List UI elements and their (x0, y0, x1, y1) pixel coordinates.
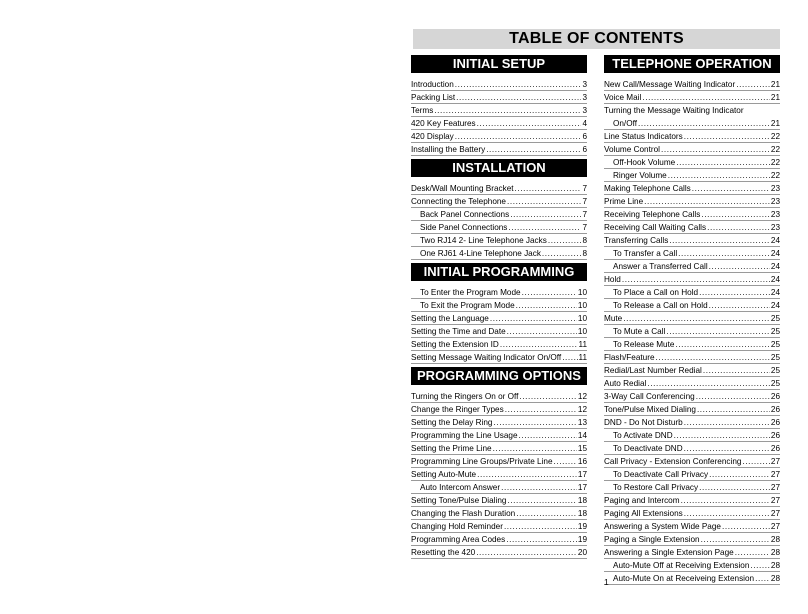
dot-leader (684, 130, 770, 143)
dot-leader (699, 481, 770, 494)
toc-entry-label: Receiving Call Waiting Calls (604, 223, 707, 232)
toc-entry-page: 17 (577, 483, 587, 492)
toc-entry-label: Change the Ringer Types (411, 405, 504, 414)
toc-entry[interactable] (604, 195, 780, 208)
toc-entry-label: Auto Intercom Answer (420, 483, 501, 492)
toc-entry-label: Two RJ14 2- Line Telephone Jacks (420, 236, 547, 245)
toc-entry-label: Programming the Line Usage (411, 431, 518, 440)
dot-leader (542, 247, 582, 260)
toc-entry[interactable] (604, 559, 780, 572)
toc-entry[interactable] (411, 442, 587, 455)
toc-entry[interactable] (411, 468, 587, 481)
toc-entry-label: On/Off (613, 119, 637, 128)
toc-entry[interactable] (411, 143, 587, 156)
toc-entry[interactable] (411, 507, 587, 520)
toc-entry-page: 7 (582, 184, 587, 193)
toc-entry-page: 21 (770, 93, 780, 102)
toc-entry-page: 6 (582, 132, 587, 141)
toc-entry[interactable] (604, 442, 780, 455)
toc-entry-page: 25 (770, 379, 780, 388)
toc-entry[interactable] (411, 546, 587, 559)
dot-leader (697, 403, 770, 416)
toc-entry-label: Setting the Time and Date (411, 327, 506, 336)
toc-entry-page: 22 (770, 158, 780, 167)
toc-entry-page: 16 (577, 457, 587, 466)
toc-entry-page: 22 (770, 171, 780, 180)
toc-entry-label: Resetting the 420 (411, 548, 476, 557)
toc-entry-page: 3 (582, 106, 587, 115)
toc-entry-page: 15 (577, 444, 587, 453)
toc-entry[interactable] (604, 364, 780, 377)
toc-entry-label: Paging a Single Extension (604, 535, 700, 544)
toc-entry-page: 4 (582, 119, 587, 128)
toc-entry-label: Redial/Last Number Redial (604, 366, 702, 375)
dot-leader (504, 520, 577, 533)
dot-leader (656, 351, 770, 364)
toc-entry[interactable] (411, 221, 587, 234)
toc-entry-page: 8 (582, 236, 587, 245)
toc-entry-page: 7 (582, 223, 587, 232)
toc-entry[interactable] (411, 494, 587, 507)
toc-entry[interactable] (604, 494, 780, 507)
toc-entry-label: Side Panel Connections (420, 223, 508, 232)
toc-entry-label: To Place a Call on Hold (613, 288, 699, 297)
toc-entry-label: Auto-Mute Off at Receiving Extension (613, 561, 750, 570)
toc-entry[interactable] (411, 533, 587, 546)
toc-entry[interactable] (604, 91, 780, 104)
toc-entry[interactable] (604, 481, 780, 494)
dot-leader (703, 364, 770, 377)
section-header-installation: INSTALLATION (411, 159, 587, 177)
dot-leader (736, 78, 770, 91)
toc-entry-label: One RJ61 4-Line Telephone Jack (420, 249, 541, 258)
toc-entry[interactable] (604, 130, 780, 143)
toc-entry[interactable] (411, 130, 587, 143)
dot-leader (622, 273, 770, 286)
toc-entry[interactable] (604, 546, 780, 559)
dot-leader (644, 195, 770, 208)
toc-entry-label: Connecting the Telephone (411, 197, 506, 206)
left-column (411, 55, 587, 559)
toc-entry-page: 23 (770, 223, 780, 232)
toc-entry-page: 24 (770, 301, 780, 310)
dot-leader (674, 429, 770, 442)
dot-leader (505, 403, 577, 416)
dot-leader (562, 351, 577, 364)
toc-entry[interactable] (411, 325, 587, 338)
toc-entry-label: Setting the Prime Line (411, 444, 492, 453)
toc-entry-page: 27 (770, 457, 780, 466)
page-title: TABLE OF CONTENTS (413, 29, 780, 49)
dot-leader (508, 221, 581, 234)
dot-leader (493, 416, 576, 429)
toc-entry[interactable] (411, 117, 587, 130)
toc-entry-label: Programming Area Codes (411, 535, 506, 544)
toc-entry-page: 11 (578, 340, 587, 349)
toc-entry-label: Transferring Calls (604, 236, 669, 245)
dot-leader (516, 299, 577, 312)
toc-entry-page: 25 (770, 353, 780, 362)
dot-leader (684, 416, 770, 429)
toc-entry-label: Setting the Delay Ring (411, 418, 493, 427)
toc-entry-label: Changing the Flash Duration (411, 509, 516, 518)
dot-leader (522, 286, 577, 299)
dot-leader (684, 442, 770, 455)
toc-entry-label: Packing List (411, 93, 456, 102)
toc-entry-page: 27 (770, 483, 780, 492)
toc-entry-page: 28 (770, 535, 780, 544)
toc-entry-page: 25 (770, 314, 780, 323)
dot-leader (647, 377, 770, 390)
toc-entry-label: Installing the Battery (411, 145, 486, 154)
toc-entry-page: 26 (770, 392, 780, 401)
toc-entry-label: Auto-Mute On at Receiveing Extension (613, 574, 755, 583)
toc-entry[interactable] (604, 104, 780, 117)
toc-entry[interactable] (604, 390, 780, 403)
toc-entry[interactable] (604, 169, 780, 182)
dot-leader (696, 390, 770, 403)
dot-leader (476, 546, 577, 559)
dot-leader (735, 546, 770, 559)
toc-entry[interactable] (604, 351, 780, 364)
dot-leader (638, 117, 770, 130)
dot-leader (701, 533, 770, 546)
toc-entry-page: 26 (770, 444, 780, 453)
dot-leader (709, 260, 770, 273)
toc-entry-page: 19 (577, 535, 587, 544)
dot-leader (501, 481, 577, 494)
toc-entry-page: 28 (770, 548, 780, 557)
toc-entry[interactable] (604, 455, 780, 468)
toc-entry-label: New Call/Message Waiting Indicator (604, 80, 736, 89)
toc-entry[interactable] (604, 299, 780, 312)
toc-entry-page: 10 (577, 327, 587, 336)
toc-entry-page: 24 (770, 236, 780, 245)
dot-leader (722, 520, 770, 533)
toc-entry-label: Receiving Telephone Calls (604, 210, 701, 219)
toc-entry-label: To Mute a Call (613, 327, 666, 336)
toc-entry-page: 11 (578, 353, 587, 362)
dot-leader (486, 143, 581, 156)
toc-entry-label: Prime Line (604, 197, 644, 206)
toc-entry-label: Ringer Volume (613, 171, 667, 180)
toc-entry[interactable] (604, 117, 780, 130)
dot-leader (684, 507, 770, 520)
dot-leader (456, 91, 581, 104)
dot-leader (701, 208, 770, 221)
toc-entry-page: 19 (577, 522, 587, 531)
toc-entry-page: 24 (770, 275, 780, 284)
toc-entry[interactable] (411, 390, 587, 403)
toc-entry[interactable] (604, 143, 780, 156)
dot-leader (519, 390, 576, 403)
toc-entry-label: Off-Hook Volume (613, 158, 676, 167)
toc-entry-page: 3 (582, 80, 587, 89)
toc-entry[interactable] (411, 78, 587, 91)
dot-leader (666, 325, 770, 338)
toc-entry-page: 12 (577, 405, 587, 414)
toc-entry-label: Line Status Indicators (604, 132, 683, 141)
page-number: 1 (604, 577, 609, 587)
toc-entry[interactable] (604, 507, 780, 520)
dot-leader (506, 533, 577, 546)
toc-entry-page: 8 (582, 249, 587, 258)
toc-entry-page: 26 (770, 431, 780, 440)
toc-entry[interactable] (604, 273, 780, 286)
toc-entry-page: 24 (770, 249, 780, 258)
toc-entry[interactable] (411, 403, 587, 416)
dot-leader (668, 169, 770, 182)
toc-entry-page: 22 (770, 145, 780, 154)
toc-entry-page: 14 (577, 431, 587, 440)
toc-entry-page: 28 (770, 561, 780, 570)
dot-leader (510, 208, 581, 221)
toc-entry-label: Auto Redial (604, 379, 647, 388)
dot-leader (507, 494, 576, 507)
toc-entry-label: Terms (411, 106, 434, 115)
toc-entry-page: 20 (577, 548, 587, 557)
toc-entry[interactable] (411, 104, 587, 117)
toc-entry-page: 23 (770, 184, 780, 193)
dot-leader (676, 156, 770, 169)
dot-leader (678, 247, 770, 260)
toc-entry-page: 25 (770, 366, 780, 375)
section-header-initial-setup: INITIAL SETUP (411, 55, 587, 73)
toc-entry-label: Volume Control (604, 145, 660, 154)
toc-entry[interactable] (604, 338, 780, 351)
toc-entry-label: 420 Display (411, 132, 454, 141)
toc-entry-page: 10 (577, 314, 587, 323)
dot-leader (516, 507, 577, 520)
toc-entry-page: 21 (770, 80, 780, 89)
toc-entry-page: 3 (582, 93, 587, 102)
dot-leader (515, 182, 582, 195)
section-header-initial-programming: INITIAL PROGRAMMING (411, 263, 587, 281)
toc-entry-label: Answering a Single Extension Page (604, 548, 734, 557)
dot-leader (554, 455, 577, 468)
toc-entry[interactable] (411, 234, 587, 247)
toc-entry-label: Paging All Extensions (604, 509, 683, 518)
toc-entry[interactable] (604, 377, 780, 390)
toc-entry-label: To Release Mute (613, 340, 675, 349)
toc-entry-label: Voice Mail (604, 93, 642, 102)
toc-entry-label: To Restore Call Privacy (613, 483, 699, 492)
dot-leader (477, 468, 577, 481)
dot-leader (642, 91, 770, 104)
toc-entry-page: 12 (577, 392, 587, 401)
toc-entry-label: Call Privacy - Extension Conferencing (604, 457, 742, 466)
toc-entry-label: Setting the Extension ID (411, 340, 499, 349)
toc-entry[interactable] (604, 208, 780, 221)
dot-leader (519, 429, 577, 442)
toc-entry-page: 18 (577, 509, 587, 518)
dot-leader (477, 117, 582, 130)
dot-leader (661, 143, 770, 156)
toc-entry-label: 420 Key Features (411, 119, 476, 128)
toc-entry-label: Desk/Wall Mounting Bracket (411, 184, 514, 193)
toc-entry-page: 27 (770, 522, 780, 531)
toc-entry[interactable] (604, 221, 780, 234)
toc-entry-page: 10 (577, 301, 587, 310)
toc-entry-label: Turning the Message Waiting Indicator (604, 106, 744, 115)
toc-entry[interactable] (411, 455, 587, 468)
toc-entry[interactable] (411, 312, 587, 325)
toc-entry[interactable] (411, 208, 587, 221)
toc-entry-label: Making Telephone Calls (604, 184, 691, 193)
toc-entry-page: 24 (770, 288, 780, 297)
toc-entry-label: To Release a Call on Hold (613, 301, 708, 310)
toc-entry-label: Tone/Pulse Mixed Dialing (604, 405, 696, 414)
toc-entry-page: 27 (770, 496, 780, 505)
toc-entry[interactable] (604, 286, 780, 299)
toc-entry-label: Programming Line Groups/Private Line (411, 457, 553, 466)
toc-entry[interactable] (411, 182, 587, 195)
toc-entry[interactable] (604, 182, 780, 195)
toc-entry[interactable] (604, 429, 780, 442)
toc-entry-page: 26 (770, 418, 780, 427)
toc-entry-page: 24 (770, 262, 780, 271)
toc-entry-label: To Enter the Program Mode (420, 288, 521, 297)
toc-entry-page: 7 (582, 197, 587, 206)
dot-leader (742, 455, 769, 468)
toc-entry[interactable] (411, 416, 587, 429)
dot-leader (755, 572, 770, 585)
toc-entry-page: 25 (770, 340, 780, 349)
toc-entry-label: Paging and Intercom (604, 496, 680, 505)
dot-leader (507, 195, 581, 208)
toc-entry[interactable] (411, 299, 587, 312)
dot-leader (675, 338, 769, 351)
toc-entry[interactable] (604, 468, 780, 481)
toc-entry[interactable] (411, 286, 587, 299)
dot-leader (669, 234, 770, 247)
toc-entry-page: 13 (577, 418, 587, 427)
dot-leader (623, 312, 770, 325)
dot-leader (750, 559, 770, 572)
toc-entry-label: Mute (604, 314, 623, 323)
toc-entry[interactable] (411, 91, 587, 104)
toc-entry-label: Hold (604, 275, 621, 284)
toc-entry[interactable] (604, 312, 780, 325)
section-header-telephone-operation: TELEPHONE OPERATION (604, 55, 780, 73)
toc-entry-page: 28 (770, 574, 780, 583)
toc-entry[interactable] (604, 572, 780, 585)
toc-entry[interactable] (604, 78, 780, 91)
toc-entry-label: Setting Tone/Pulse Dialing (411, 496, 507, 505)
toc-entry-label: Answer a Transferred Call (613, 262, 708, 271)
toc-entry[interactable] (411, 351, 587, 364)
toc-entry[interactable] (411, 481, 587, 494)
dot-leader (548, 234, 582, 247)
toc-entry-label: To Deactivate Call Privacy (613, 470, 709, 479)
toc-entry[interactable] (604, 260, 780, 273)
toc-entry[interactable] (604, 247, 780, 260)
toc-entry-label: DND - Do Not Disturb (604, 418, 683, 427)
dot-leader (490, 312, 577, 325)
toc-entry[interactable] (604, 416, 780, 429)
toc-entry-label: To Transfer a Call (613, 249, 678, 258)
toc-entry-label: Turning the Ringers On or Off (411, 392, 519, 401)
toc-entry-label: To Exit the Program Mode (420, 301, 515, 310)
dot-leader (493, 442, 577, 455)
toc-entry-label: Flash/Feature (604, 353, 655, 362)
dot-leader (455, 130, 582, 143)
toc-entry[interactable] (604, 403, 780, 416)
toc-entry-label: Setting Auto-Mute (411, 470, 477, 479)
toc-entry-label: Answering a System Wide Page (604, 522, 721, 531)
toc-entry[interactable] (604, 156, 780, 169)
toc-entry-label: Changing Hold Reminder (411, 522, 503, 531)
toc-entry[interactable] (604, 234, 780, 247)
toc-entry-label: Setting the Language (411, 314, 489, 323)
toc-entry-page: 23 (770, 210, 780, 219)
toc-entry-label: To Deactivate DND (613, 444, 683, 453)
toc-entry-page: 18 (577, 496, 587, 505)
dot-leader (507, 325, 577, 338)
toc-entry-page: 25 (770, 327, 780, 336)
dot-leader (707, 221, 770, 234)
toc-entry-page: 27 (770, 509, 780, 518)
toc-entry-page: 6 (582, 145, 587, 154)
dot-leader (434, 104, 581, 117)
dot-leader (699, 286, 770, 299)
toc-entry-label: Setting Message Waiting Indicator On/Off (411, 353, 562, 362)
dot-leader (709, 299, 770, 312)
toc-entry[interactable] (604, 325, 780, 338)
toc-entry[interactable] (411, 429, 587, 442)
toc-entry[interactable] (411, 247, 587, 260)
toc-entry-label: To Activate DND (613, 431, 673, 440)
toc-entry-page: 26 (770, 405, 780, 414)
toc-entry-page: 21 (770, 119, 780, 128)
toc-entry-page: 22 (770, 132, 780, 141)
toc-entry[interactable] (604, 520, 780, 533)
toc-entry-page: 23 (770, 197, 780, 206)
dot-leader (455, 78, 582, 91)
toc-entry[interactable] (411, 520, 587, 533)
toc-entry[interactable] (604, 533, 780, 546)
right-column (604, 55, 780, 585)
dot-leader (681, 494, 770, 507)
toc-entry[interactable] (411, 195, 587, 208)
toc-entry-page: 7 (582, 210, 587, 219)
dot-leader (692, 182, 770, 195)
toc-entry[interactable] (411, 338, 587, 351)
toc-entry-label: Introduction (411, 80, 454, 89)
section-header-programming-options: PROGRAMMING OPTIONS (411, 367, 587, 385)
dot-leader (709, 468, 770, 481)
toc-entry-page: 27 (770, 470, 780, 479)
toc-entry-label: 3-Way Call Conferencing (604, 392, 695, 401)
toc-entry-page: 10 (577, 288, 587, 297)
dot-leader (500, 338, 578, 351)
toc-entry-label: Back Panel Connections (420, 210, 510, 219)
toc-entry-page: 17 (577, 470, 587, 479)
